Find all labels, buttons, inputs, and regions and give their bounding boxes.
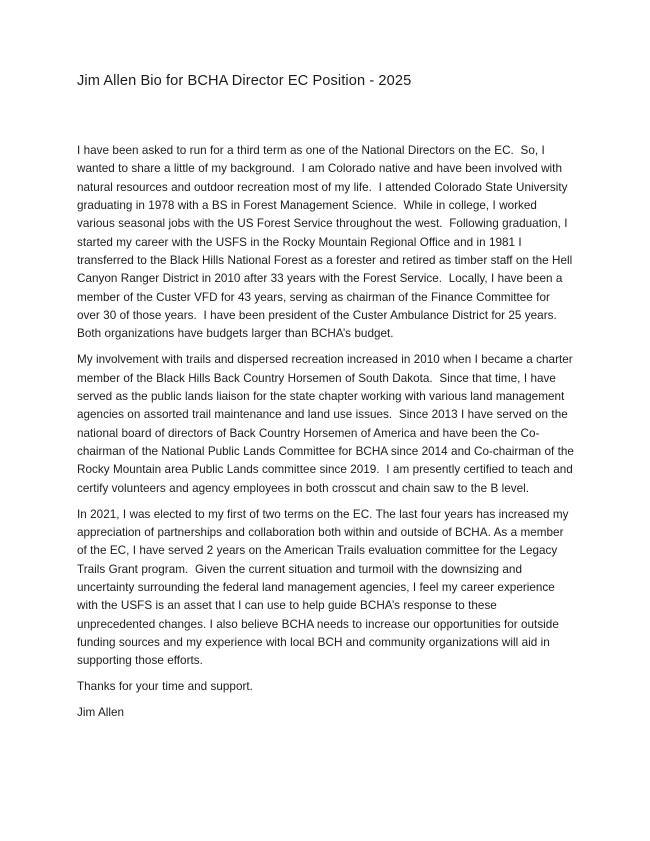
paragraph-intro-background: I have been asked to run for a third term as one of the National Directors on the EC. So, I wanted to share a little of my background. I am Colorado native and have been involved with natural resources and outdoor recreation most of my life. I attended Colorado State University graduating in 1978 with a BS in Forest Management Science. While in college, I worked various seasonal jobs with the US Forest Service throughout the west. Following graduation, I started my career with the USFS in the Rocky Mountain Regional Office and in 1981 I transferred to the Black Hills National Forest as a forester and retired as timber staff on the Hell Canyon Ranger District in 2010 after 33 years with the Forest Service. Locally, I have been a member of the Custer VFD for 43 years, serving as chairman of the Finance Committee for over 30 of those years. I have been president of the Custer Ambulance District for 25 years. Both organizations have budgets larger than BCHA’s budget. bbox=[77, 144, 576, 341]
paragraph-trails-involvement: My involvement with trails and dispersed recreation increased in 2010 when I became a charter member of the Black Hills Back Country Horsemen of South Dakota. Since that time, I have served as the public lands liaison for the state chapter working with various land management agencies on assorted trail maintenance and land use issues. Since 2013 I have served on the national board of directors of Back Country Horsemen of America and have been the Co-chairman of the National Public Lands Committee for BCHA since 2014 and Co-chairman of the Rocky Mountain area Public Lands committee since 2019. I am presently certified to teach and certify volunteers and agency employees in both crosscut and chain saw to the B level. bbox=[77, 353, 578, 495]
document-body bbox=[77, 142, 578, 723]
paragraph-ec-terms: In 2021, I was elected to my first of two terms on the EC. The last four years has increased my appreciation of partnerships and collaboration both within and outside of BCHA. As a member of the EC, I have served 2 years on the American Trails evaluation committee for the Legacy Trails Grant program. Given the current situation and turmoil with the downsizing and uncertainty surrounding the federal land management agencies, I feel my career experience with the USFS is an asset that I can use to help guide BCHA’s response to these unprecedented changes. I also believe BCHA needs to increase our opportunities for outside funding sources and my experience with local BCH and community organizations will aid in supporting those efforts. bbox=[77, 507, 572, 668]
document-title: Jim Allen Bio for BCHA Director EC Position - 2025 bbox=[77, 73, 412, 89]
signature: Jim Allen bbox=[77, 706, 125, 720]
closing-line: Thanks for your time and support. bbox=[77, 680, 253, 694]
